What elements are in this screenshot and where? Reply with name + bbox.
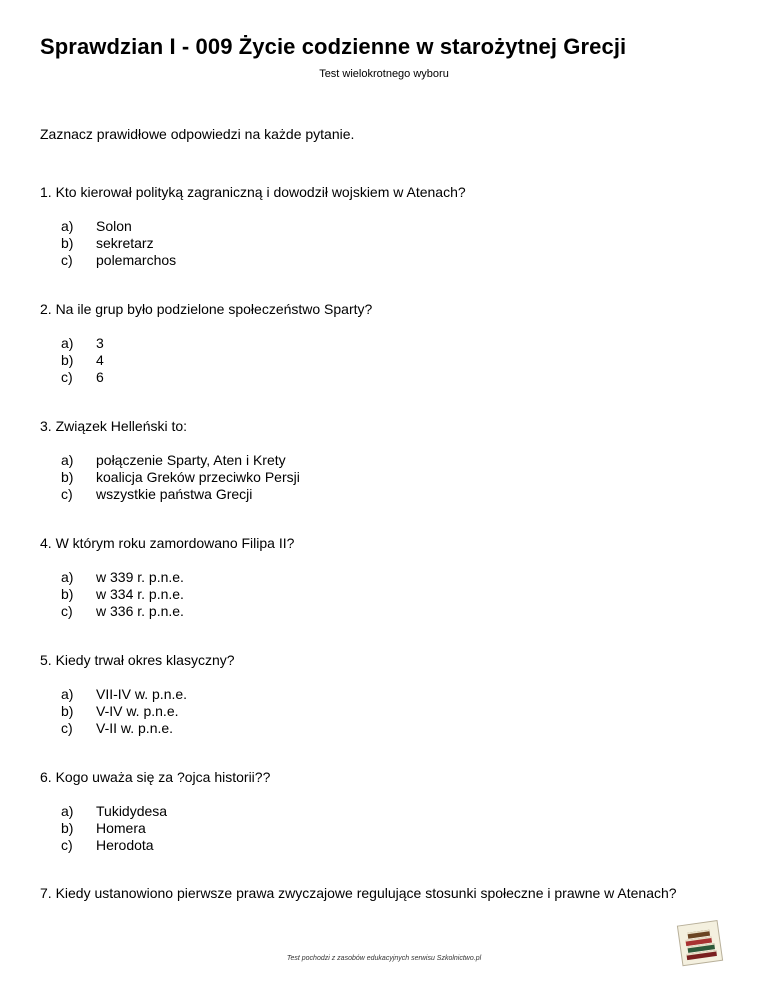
question-text: 6. Kogo uważa się za ?ojca historii??	[40, 769, 271, 785]
option-list	[40, 686, 730, 737]
option-letter: b)	[61, 703, 74, 719]
option-c[interactable]	[40, 252, 730, 269]
option-text: 6	[96, 369, 104, 385]
question-5	[40, 652, 730, 737]
question-3	[40, 418, 730, 503]
option-list	[40, 569, 730, 620]
option-a[interactable]	[40, 803, 730, 820]
option-text: polemarchos	[96, 252, 177, 268]
question-6	[40, 769, 730, 854]
option-a[interactable]	[40, 686, 730, 703]
option-list	[40, 452, 730, 503]
question-2	[40, 301, 730, 386]
question-text: 4. W którym roku zamordowano Filipa II?	[40, 535, 295, 551]
option-letter: a)	[61, 452, 74, 468]
option-c[interactable]	[40, 720, 730, 737]
option-c[interactable]	[40, 837, 730, 854]
option-b[interactable]	[40, 352, 730, 369]
option-text: koalicja Greków przeciwko Persji	[96, 469, 300, 485]
option-text: Tukidydesa	[96, 803, 168, 819]
option-b[interactable]	[40, 820, 730, 837]
option-text: Homera	[96, 820, 146, 836]
option-letter: a)	[61, 218, 74, 234]
option-letter: a)	[61, 803, 74, 819]
footer-source-note: Test pochodzi z zasobów edukacyjnych serwisu Szkolnictwo.pl	[286, 955, 482, 962]
option-letter: b)	[61, 235, 74, 251]
option-letter: b)	[61, 469, 74, 485]
option-letter: a)	[61, 335, 74, 351]
option-text: w 334 r. p.n.e.	[96, 586, 184, 602]
option-letter: c)	[61, 720, 73, 736]
question-text: 7. Kiedy ustanowiono pierwsze prawa zwyczajowe regulujące stosunki społeczne i prawne w Atenach?	[40, 885, 677, 901]
option-a[interactable]	[40, 335, 730, 352]
option-text: Herodota	[96, 837, 154, 853]
question-text: 5. Kiedy trwał okres klasyczny?	[40, 652, 235, 668]
option-b[interactable]	[40, 235, 730, 252]
option-b[interactable]	[40, 586, 730, 603]
option-text: 4	[96, 352, 104, 368]
question-7	[40, 885, 730, 902]
option-a[interactable]	[40, 569, 730, 586]
question-text: 3. Związek Helleński to:	[40, 418, 188, 434]
option-letter: c)	[61, 486, 73, 502]
page-title: Sprawdzian I - 009 Życie codzienne w starożytnej Grecji	[40, 34, 627, 59]
option-a[interactable]	[40, 218, 730, 235]
question-4	[40, 535, 730, 620]
option-c[interactable]	[40, 486, 730, 503]
option-text: V-IV w. p.n.e.	[96, 703, 179, 719]
option-text: sekretarz	[96, 235, 154, 251]
option-letter: c)	[61, 369, 73, 385]
option-letter: b)	[61, 352, 74, 368]
instruction-text: Zaznacz prawidłowe odpowiedzi na każde pytanie.	[40, 126, 355, 142]
question-text: 2. Na ile grup było podzielone społeczeństwo Sparty?	[40, 301, 373, 317]
option-text: 3	[96, 335, 104, 351]
option-letter: a)	[61, 569, 74, 585]
option-a[interactable]	[40, 452, 730, 469]
option-letter: c)	[61, 252, 73, 268]
option-text: VII-IV w. p.n.e.	[96, 686, 188, 702]
option-letter: c)	[61, 603, 73, 619]
option-c[interactable]	[40, 603, 730, 620]
option-letter: b)	[61, 820, 74, 836]
option-b[interactable]	[40, 469, 730, 486]
option-letter: a)	[61, 686, 74, 702]
option-text: V-II w. p.n.e.	[96, 720, 174, 736]
option-list	[40, 218, 730, 269]
option-c[interactable]	[40, 369, 730, 386]
option-text: Solon	[96, 218, 132, 234]
option-b[interactable]	[40, 703, 730, 720]
option-letter: c)	[61, 837, 73, 853]
question-1	[40, 184, 730, 269]
option-text: połączenie Sparty, Aten i Krety	[96, 452, 286, 468]
books-stack-icon	[676, 918, 726, 968]
option-text: w 339 r. p.n.e.	[96, 569, 184, 585]
option-text: wszystkie państwa Grecji	[96, 486, 253, 502]
page-subtitle: Test wielokrotnego wyboru	[319, 68, 449, 80]
option-text: w 336 r. p.n.e.	[96, 603, 184, 619]
option-list	[40, 335, 730, 386]
option-list	[40, 803, 730, 854]
question-text: 1. Kto kierował polityką zagraniczną i dowodził wojskiem w Atenach?	[40, 184, 466, 200]
option-letter: b)	[61, 586, 74, 602]
